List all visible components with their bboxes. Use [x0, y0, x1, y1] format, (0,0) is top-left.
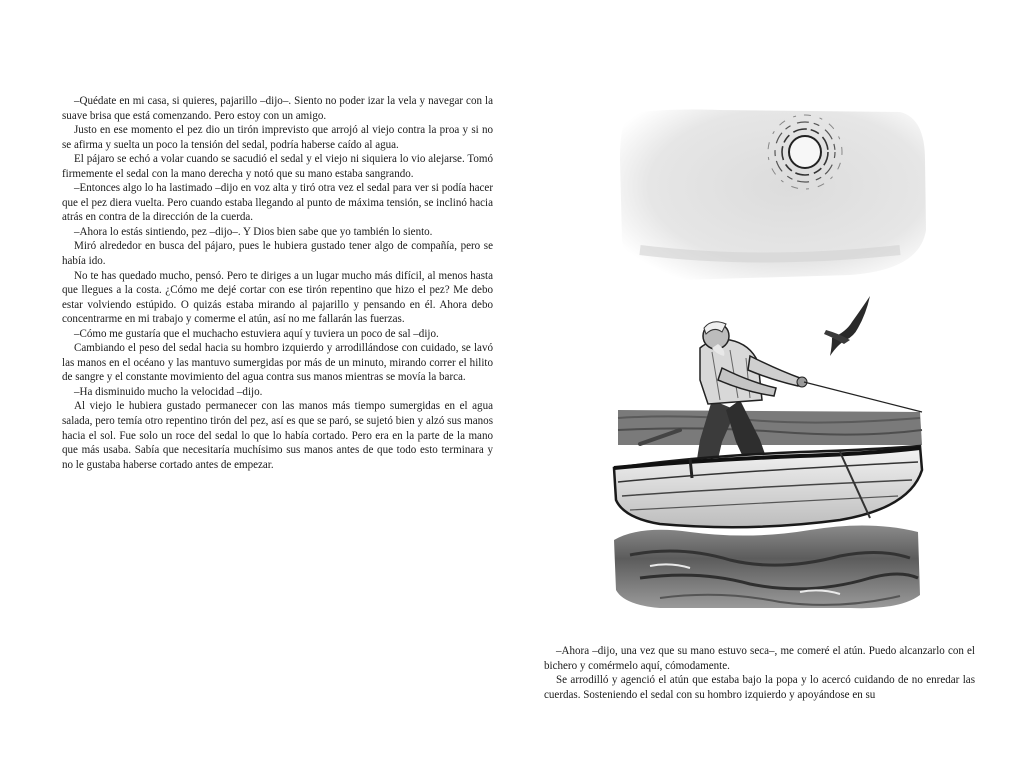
- fishing-line: [804, 382, 922, 412]
- paragraph: –Entonces algo lo ha lastimado –dijo en voz alta y tiró otra vez el sedal para ver si podía hacer que el pez diera vuelta. Pero cuando estaba llegando al punto de máxima tensión, se inclinó hacia atrás en contra de la dirección de la cuerda.: [62, 182, 493, 224]
- paragraph: Cambiando el peso del sedal hacia su hombro izquierdo y arrodillándose con cuidado, se lavó las manos en el océano y las mantuvo sumergidas por más de un minuto, mirando correr el hilito de sangre y el constante movimiento del agua contra sus manos mientras se movía la barca.: [62, 342, 493, 384]
- old-man-figure: [695, 322, 807, 472]
- paragraph: –Ha disminuido mucho la velocidad –dijo.: [74, 385, 263, 398]
- paragraph: Justo en ese momento el pez dio un tirón imprevisto que arrojó al viejo contra la proa y si no se afirma y suelta un poco la tensión del sedal, podría haberse caído al agua.: [62, 124, 493, 151]
- paragraph: El pájaro se echó a volar cuando se sacudió el sedal y el viejo ni siquiera lo vio alejarse. Tomó firmemente el sedal con la mano derecha y notó que su mano estaba sangrando.: [62, 153, 493, 180]
- right-page-text: [544, 644, 975, 702]
- paragraph: –Ahora lo estás sintiendo, pez –dijo–. Y Dios bien sabe que yo también lo siento.: [74, 225, 433, 238]
- sky: [620, 110, 926, 281]
- paragraph: –Quédate en mi casa, si quieres, pajarillo –dijo–. Siento no poder izar la vela y navegar con la suave brisa que está comenzando. Pero estoy con un amigo.: [62, 95, 493, 122]
- paragraph: Se arrodilló y agenció el atún que estaba bajo la popa y lo acercó cuidando de no enredar las cuerdas. Sosteniendo el sedal con su hombro izquierdo y apoyándose en su: [544, 674, 975, 701]
- paragraph: No te has quedado mucho, pensó. Pero te diriges a un lugar mucho más difícil, al menos hasta que llegues a la costa. ¿Cómo me dejé cortar con ese tirón repentino que hizo el pez? Me debo estar volviendo estúpido. O quizás estaba mirando al pajarillo y pensando en él. Ahora debo concentrarme en mi trabajo y comerme el atún, así no me fallarán las fuerzas.: [62, 269, 493, 326]
- right-page: [512, 0, 1024, 768]
- old-man-boat-illustration: [600, 100, 932, 615]
- seabird-icon: [824, 296, 870, 356]
- paragraph: –Ahora –dijo, una vez que su mano estuvo seca–, me comeré el atún. Puedo alcanzarlo con el bichero y comérmelo aquí, cómodamente.: [544, 645, 975, 672]
- paragraph: –Cómo me gustaría que el muchacho estuviera aquí y tuviera un poco de sal –dijo.: [74, 327, 439, 340]
- boat: [614, 446, 922, 527]
- paragraph: Al viejo le hubiera gustado permanecer con las manos más tiempo sumergidas en el agua salada, pero temía otro repentino tirón del pez, así es que se paró, se sujetó bien y alzó sus manos hacia el sol. Fue solo un roce del sedal lo que lo había cortado. Pero era en la parte de la mano que más usaba. Sabía que necesitaría muchísimo sus manos antes de que todo esto terminara y no le gustaba haberse cortado antes de empezar.: [62, 400, 493, 471]
- paragraph: Miró alrededor en busca del pájaro, pues le hubiera gustado tener algo de compañía, pero se había ido.: [62, 240, 493, 268]
- left-page-text: [62, 94, 493, 472]
